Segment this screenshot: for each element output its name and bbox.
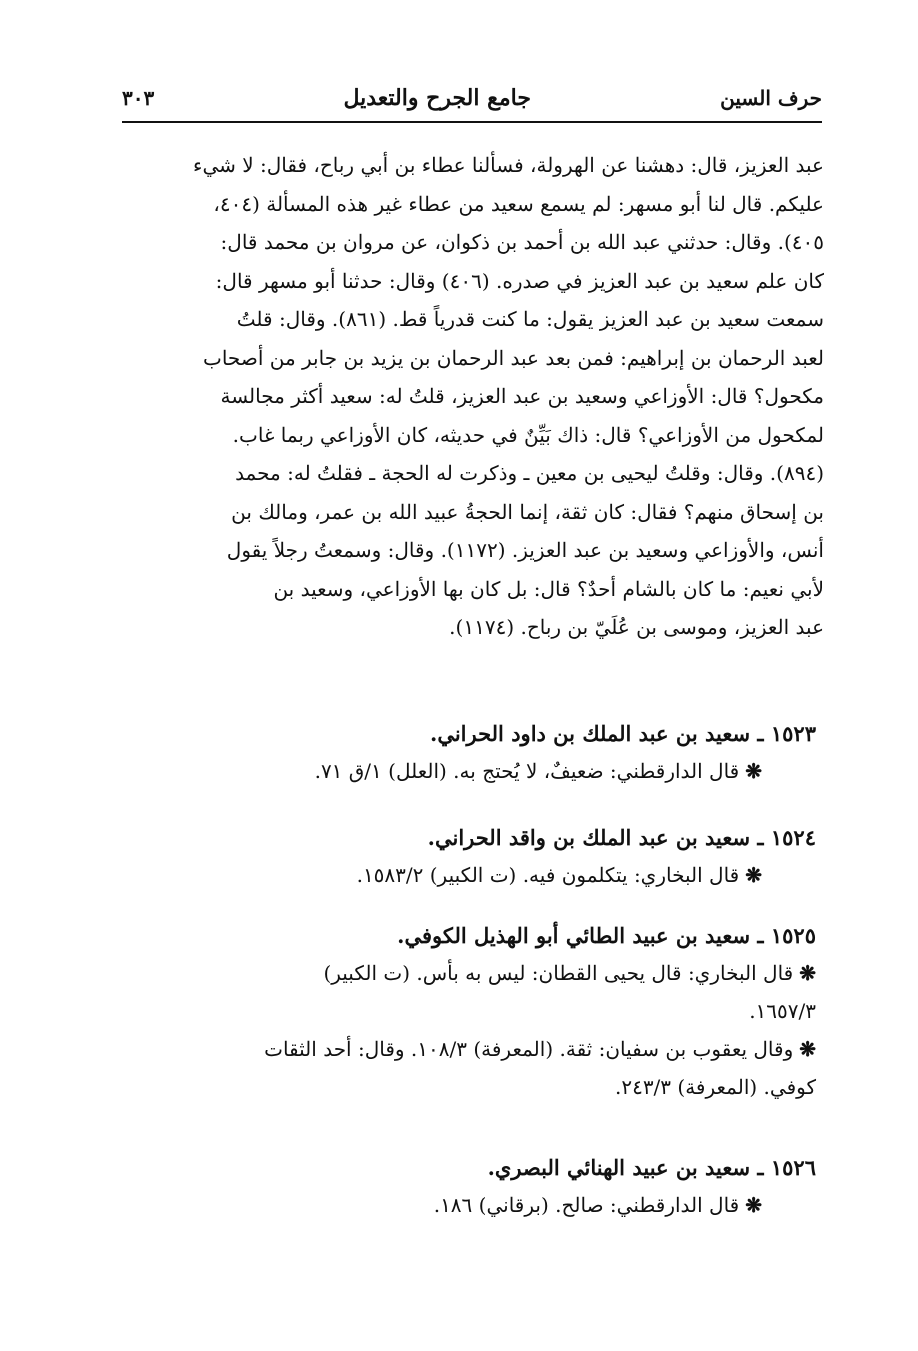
note-text: قال الدارقطني: صالح. (برقاني) ١٨٦. xyxy=(433,1193,740,1217)
paragraph-line: مكحول؟ قال: الأوزاعي وسعيد بن عبد العزيز، قلتُ له: سعيد أكثر مجالسة xyxy=(220,384,824,408)
note-text: وقال يعقوب بن سفيان: ثقة. (المعرفة) ١٠٨/٣. وقال: أحد الثقات xyxy=(264,1037,794,1061)
continuation-paragraph xyxy=(120,146,824,647)
page-header xyxy=(122,78,822,118)
paragraph-line: (٨٩٤). وقال: وقلتُ ليحيى بن معين ـ وذكرت له الحجة ـ فقلتُ له: محمد xyxy=(235,461,824,485)
paragraph-line: لعبد الرحمان بن إبراهيم: فمن بعد عبد الرحمان بن يزيد بن جابر من أصحاب xyxy=(203,345,824,370)
entry-1526 xyxy=(120,1150,824,1224)
bullet-icon: ❋ xyxy=(745,1193,762,1217)
note-text: ١٦٥٧/٣. xyxy=(749,999,816,1023)
book-title: جامع الجرح والتعديل xyxy=(343,85,531,111)
bullet-icon: ❋ xyxy=(745,759,762,783)
bullet-icon: ❋ xyxy=(799,961,816,985)
paragraph-line: بن إسحاق منهم؟ فقال: كان ثقة، إنما الحجةُ عبيد الله بن عمر، ومالك بن xyxy=(231,499,824,524)
paragraph-line: عبد العزيز، وموسى بن عُلَيّ بن رباح. (١١٧٤). xyxy=(449,615,824,639)
entry-note xyxy=(120,954,824,992)
note-text: قال البخاري: يتكلمون فيه. (ت الكبير) ١٥٨٣/٢. xyxy=(356,863,740,887)
entry-note-continuation xyxy=(120,1068,824,1106)
paragraph-line: عبد العزيز، قال: دهشنا عن الهرولة، فسألنا عطاء بن أبي رباح، فقال: لا شيء xyxy=(193,153,824,177)
paragraph-line: كان علم سعيد بن عبد العزيز في صدره. (٤٠٦) وقال: حدثنا أبو مسهر قال: xyxy=(215,268,824,293)
entry-1524 xyxy=(120,820,824,894)
bullet-icon: ❋ xyxy=(799,1037,816,1061)
entry-note xyxy=(120,856,824,894)
paragraph-line: ٤٠٥). وقال: حدثني عبد الله بن أحمد بن ذكوان، عن مروان بن محمد قال: xyxy=(220,230,824,254)
section-heading: حرف السين xyxy=(720,86,822,110)
note-text: كوفي. (المعرفة) ٢٤٣/٣. xyxy=(614,1075,816,1099)
entry-title: ١٥٢٤ ـ سعيد بن عبد الملك بن واقد الحراني. xyxy=(427,825,816,850)
page-number: ٣٠٣ xyxy=(122,86,155,110)
entry-title: ١٥٢٦ ـ سعيد بن عبيد الهنائي البصري. xyxy=(487,1155,816,1180)
bullet-icon: ❋ xyxy=(745,863,762,887)
entry-1525 xyxy=(120,918,824,1106)
entry-note-continuation xyxy=(120,992,824,1030)
header-rule xyxy=(122,121,822,123)
entry-1523 xyxy=(120,716,824,790)
paragraph-line: لأبي نعيم: ما كان بالشام أحدٌ؟ قال: بل كان بها الأوزاعي، وسعيد بن xyxy=(273,576,824,601)
entry-title: ١٥٢٣ ـ سعيد بن عبد الملك بن داود الحراني. xyxy=(430,721,816,746)
entry-note xyxy=(120,1186,824,1224)
note-text: قال البخاري: قال يحيى القطان: ليس به بأس. (ت الكبير) xyxy=(323,961,794,985)
entry-title: ١٥٢٥ ـ سعيد بن عبيد الطائي أبو الهذيل الكوفي. xyxy=(397,923,816,948)
paragraph-line: أنس، والأوزاعي وسعيد بن عبد العزيز. (١١٧٢). وقال: وسمعتُ رجلاً يقول xyxy=(226,538,824,562)
paragraph-line: سمعت سعيد بن عبد العزيز يقول: ما كنت قدرياً قط. (٨٦١). وقال: قلتُ xyxy=(236,307,824,331)
note-text: قال الدارقطني: ضعيفٌ، لا يُحتج به. (العلل) ١/ق ٧١. xyxy=(314,759,740,783)
paragraph-line: عليكم. قال لنا أبو مسهر: لم يسمع سعيد من عطاء غير هذه المسألة (٤٠٤، xyxy=(213,191,824,216)
paragraph-line: لمكحول من الأوزاعي؟ قال: ذاك بَيِّنٌ في حديثه، كان الأوزاعي ربما غاب. xyxy=(232,422,824,447)
entry-note xyxy=(120,752,824,790)
entry-note xyxy=(120,1030,824,1068)
